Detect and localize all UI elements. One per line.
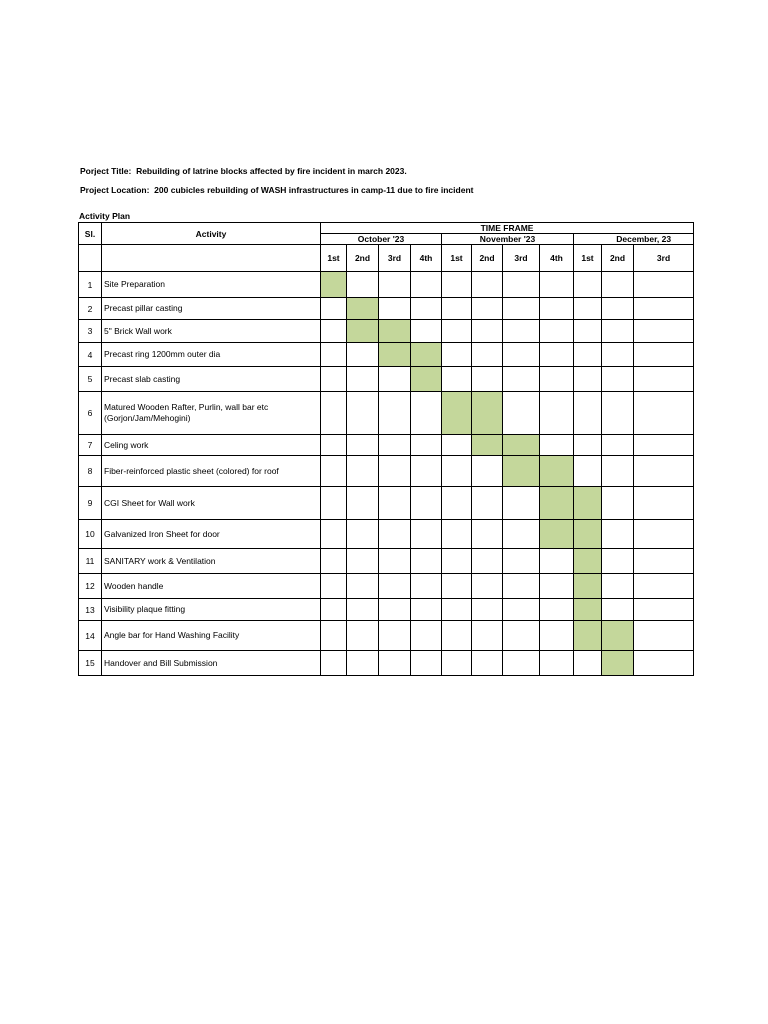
schedule-cell-active — [411, 367, 442, 392]
schedule-cell — [634, 574, 694, 599]
schedule-cell — [379, 549, 411, 574]
schedule-cell — [574, 272, 602, 298]
schedule-cell-active — [602, 621, 634, 651]
schedule-cell — [503, 392, 540, 435]
schedule-cell — [574, 367, 602, 392]
schedule-cell — [540, 320, 574, 343]
row-serial: 2 — [79, 298, 102, 320]
schedule-cell — [379, 367, 411, 392]
schedule-cell — [602, 599, 634, 621]
schedule-cell — [472, 343, 503, 367]
row-serial: 3 — [79, 320, 102, 343]
schedule-cell — [634, 621, 694, 651]
schedule-cell — [321, 520, 347, 549]
table-row — [79, 435, 694, 456]
schedule-cell — [602, 487, 634, 520]
table-row — [79, 343, 694, 367]
schedule-cell — [472, 549, 503, 574]
week-header-7: 3rd — [503, 245, 540, 272]
schedule-cell-active — [442, 392, 472, 435]
row-activity: Visibility plaque fitting — [102, 599, 321, 621]
week-header-11: 3rd — [634, 245, 694, 272]
schedule-cell — [379, 574, 411, 599]
schedule-cell-active — [540, 520, 574, 549]
table-row — [79, 651, 694, 676]
schedule-cell — [442, 621, 472, 651]
schedule-cell — [503, 599, 540, 621]
schedule-cell — [503, 520, 540, 549]
schedule-cell — [472, 456, 503, 487]
row-activity: Handover and Bill Submission — [102, 651, 321, 676]
row-activity: Fiber-reinforced plastic sheet (colored) for roof — [102, 456, 321, 487]
schedule-cell — [379, 520, 411, 549]
row-serial: 13 — [79, 599, 102, 621]
schedule-cell — [503, 621, 540, 651]
schedule-cell — [472, 298, 503, 320]
schedule-cell-active — [574, 621, 602, 651]
schedule-cell — [503, 651, 540, 676]
schedule-cell — [602, 456, 634, 487]
schedule-cell — [472, 272, 503, 298]
month-header-december: December, 23 — [574, 234, 694, 245]
schedule-cell — [321, 456, 347, 487]
schedule-cell — [472, 651, 503, 676]
schedule-cell — [472, 599, 503, 621]
table-row — [79, 599, 694, 621]
schedule-cell-active — [321, 272, 347, 298]
schedule-cell — [634, 320, 694, 343]
week-header-10: 2nd — [602, 245, 634, 272]
week-header-5: 1st — [442, 245, 472, 272]
schedule-cell — [503, 487, 540, 520]
schedule-cell — [411, 320, 442, 343]
schedule-cell — [574, 298, 602, 320]
schedule-cell — [442, 487, 472, 520]
row-activity: Angle bar for Hand Washing Facility — [102, 621, 321, 651]
schedule-cell — [503, 343, 540, 367]
schedule-cell-active — [540, 456, 574, 487]
schedule-cell-active — [472, 392, 503, 435]
schedule-cell — [602, 574, 634, 599]
month-header-october: October '23 — [321, 234, 442, 245]
schedule-cell — [411, 549, 442, 574]
table-row — [79, 621, 694, 651]
week-header-3: 3rd — [379, 245, 411, 272]
schedule-cell — [634, 298, 694, 320]
schedule-cell — [411, 392, 442, 435]
schedule-cell — [634, 392, 694, 435]
schedule-cell — [634, 343, 694, 367]
schedule-cell-active — [503, 456, 540, 487]
schedule-cell — [574, 456, 602, 487]
blank-header-cell — [79, 245, 102, 272]
month-header-november: November '23 — [442, 234, 574, 245]
project-title-label: Porject Title: — [80, 166, 132, 176]
schedule-cell — [634, 520, 694, 549]
schedule-cell — [602, 435, 634, 456]
schedule-cell — [347, 574, 379, 599]
schedule-cell — [503, 549, 540, 574]
week-header-8: 4th — [540, 245, 574, 272]
week-header-6: 2nd — [472, 245, 503, 272]
row-activity: Wooden handle — [102, 574, 321, 599]
row-serial: 6 — [79, 392, 102, 435]
schedule-cell — [347, 651, 379, 676]
schedule-cell — [540, 574, 574, 599]
schedule-cell — [442, 320, 472, 343]
row-activity: Precast slab casting — [102, 367, 321, 392]
schedule-cell-active — [379, 320, 411, 343]
schedule-cell — [321, 574, 347, 599]
row-activity: Precast ring 1200mm outer dia — [102, 343, 321, 367]
schedule-cell — [321, 435, 347, 456]
schedule-cell — [379, 487, 411, 520]
schedule-cell — [347, 367, 379, 392]
table-row — [79, 298, 694, 320]
schedule-cell — [347, 343, 379, 367]
schedule-cell — [411, 651, 442, 676]
schedule-cell — [442, 456, 472, 487]
schedule-cell — [540, 549, 574, 574]
schedule-cell — [602, 549, 634, 574]
schedule-cell — [411, 298, 442, 320]
schedule-cell — [442, 651, 472, 676]
schedule-cell — [379, 456, 411, 487]
project-title-value: Rebuilding of latrine blocks affected by fire incident in march 2023. — [136, 166, 407, 176]
schedule-cell — [540, 367, 574, 392]
schedule-cell — [321, 651, 347, 676]
row-serial: 5 — [79, 367, 102, 392]
schedule-cell — [321, 392, 347, 435]
row-serial: 14 — [79, 621, 102, 651]
schedule-cell — [411, 487, 442, 520]
schedule-cell — [503, 367, 540, 392]
schedule-cell — [602, 520, 634, 549]
schedule-cell-active — [379, 343, 411, 367]
row-serial: 9 — [79, 487, 102, 520]
schedule-cell — [321, 599, 347, 621]
schedule-cell-active — [574, 487, 602, 520]
schedule-cell — [634, 456, 694, 487]
schedule-cell-active — [347, 298, 379, 320]
schedule-cell — [379, 298, 411, 320]
schedule-cell-active — [574, 520, 602, 549]
schedule-cell — [634, 599, 694, 621]
schedule-cell — [602, 320, 634, 343]
table-row — [79, 272, 694, 298]
schedule-cell — [540, 392, 574, 435]
table-row — [79, 456, 694, 487]
table-row — [79, 392, 694, 435]
schedule-cell — [472, 621, 503, 651]
row-serial: 4 — [79, 343, 102, 367]
schedule-cell — [442, 599, 472, 621]
schedule-cell — [540, 272, 574, 298]
schedule-cell — [411, 621, 442, 651]
schedule-cell — [574, 343, 602, 367]
time-frame-header: TIME FRAME — [321, 223, 694, 234]
schedule-cell — [472, 574, 503, 599]
schedule-cell — [602, 343, 634, 367]
schedule-cell — [321, 343, 347, 367]
project-location-label: Project Location: — [80, 185, 150, 195]
schedule-cell — [379, 621, 411, 651]
row-serial: 8 — [79, 456, 102, 487]
week-header-9: 1st — [574, 245, 602, 272]
schedule-cell — [321, 367, 347, 392]
schedule-cell-active — [472, 435, 503, 456]
schedule-cell — [442, 520, 472, 549]
row-serial: 12 — [79, 574, 102, 599]
week-header-4: 4th — [411, 245, 442, 272]
schedule-cell — [472, 520, 503, 549]
schedule-cell — [442, 298, 472, 320]
table-row — [79, 367, 694, 392]
row-activity: 5" Brick Wall work — [102, 320, 321, 343]
row-activity: Matured Wooden Rafter, Purlin, wall bar etc (Gorjon/Jam/Mehogini) — [102, 392, 321, 435]
schedule-cell — [347, 392, 379, 435]
schedule-cell — [634, 651, 694, 676]
schedule-cell — [602, 392, 634, 435]
schedule-cell — [442, 367, 472, 392]
row-activity: SANITARY work & Ventilation — [102, 549, 321, 574]
project-location-line — [80, 185, 473, 195]
row-activity: Celing work — [102, 435, 321, 456]
schedule-cell — [634, 549, 694, 574]
project-title-line — [80, 166, 407, 176]
activity-header: Activity — [102, 223, 321, 245]
schedule-cell — [540, 599, 574, 621]
project-location-value: 200 cubicles rebuilding of WASH infrastructures in camp-11 due to fire incident — [154, 185, 474, 195]
schedule-cell — [503, 320, 540, 343]
schedule-cell — [540, 621, 574, 651]
row-activity: Galvanized Iron Sheet for door — [102, 520, 321, 549]
schedule-cell — [540, 435, 574, 456]
schedule-cell-active — [347, 320, 379, 343]
schedule-cell — [634, 487, 694, 520]
schedule-cell — [321, 298, 347, 320]
table-row — [79, 487, 694, 520]
schedule-cell-active — [540, 487, 574, 520]
schedule-cell — [634, 435, 694, 456]
table-row — [79, 574, 694, 599]
week-header-row — [79, 245, 694, 272]
week-header-2: 2nd — [347, 245, 379, 272]
row-activity: Site Preparation — [102, 272, 321, 298]
schedule-cell — [321, 549, 347, 574]
schedule-cell — [347, 272, 379, 298]
schedule-cell — [540, 343, 574, 367]
schedule-cell — [602, 367, 634, 392]
row-serial: 7 — [79, 435, 102, 456]
schedule-cell — [503, 298, 540, 320]
schedule-cell-active — [503, 435, 540, 456]
schedule-cell — [411, 435, 442, 456]
schedule-cell — [602, 298, 634, 320]
schedule-cell — [540, 651, 574, 676]
schedule-cell — [574, 435, 602, 456]
schedule-cell-active — [574, 599, 602, 621]
schedule-cell — [321, 621, 347, 651]
row-activity: Precast pillar casting — [102, 298, 321, 320]
schedule-cell — [442, 272, 472, 298]
schedule-cell-active — [574, 574, 602, 599]
schedule-cell-active — [602, 651, 634, 676]
schedule-cell — [472, 367, 503, 392]
sl-header: Sl. — [79, 223, 102, 245]
schedule-cell — [634, 272, 694, 298]
schedule-cell — [411, 272, 442, 298]
table-row — [79, 520, 694, 549]
schedule-cell — [602, 272, 634, 298]
schedule-cell — [347, 456, 379, 487]
schedule-cell — [379, 599, 411, 621]
schedule-cell — [379, 272, 411, 298]
schedule-cell — [503, 574, 540, 599]
schedule-cell — [321, 320, 347, 343]
activity-plan-table — [78, 222, 694, 676]
week-header-1: 1st — [321, 245, 347, 272]
table-row — [79, 549, 694, 574]
schedule-cell — [503, 272, 540, 298]
schedule-cell — [411, 456, 442, 487]
schedule-cell — [379, 435, 411, 456]
schedule-cell — [472, 320, 503, 343]
schedule-cell — [442, 343, 472, 367]
activity-plan-label: Activity Plan — [79, 211, 131, 221]
schedule-cell — [442, 574, 472, 599]
schedule-cell-active — [411, 343, 442, 367]
schedule-cell — [347, 487, 379, 520]
row-serial: 1 — [79, 272, 102, 298]
table-row — [79, 320, 694, 343]
schedule-cell — [379, 651, 411, 676]
schedule-cell — [442, 435, 472, 456]
blank-header-cell — [102, 245, 321, 272]
schedule-cell — [347, 599, 379, 621]
schedule-cell — [411, 520, 442, 549]
schedule-cell — [347, 520, 379, 549]
schedule-cell — [574, 651, 602, 676]
schedule-cell — [347, 435, 379, 456]
schedule-cell — [442, 549, 472, 574]
schedule-cell — [379, 392, 411, 435]
schedule-cell — [347, 549, 379, 574]
schedule-cell — [634, 367, 694, 392]
schedule-cell — [347, 621, 379, 651]
row-serial: 10 — [79, 520, 102, 549]
schedule-cell — [574, 392, 602, 435]
schedule-cell — [540, 298, 574, 320]
schedule-cell — [411, 599, 442, 621]
row-activity: CGI Sheet for Wall work — [102, 487, 321, 520]
schedule-cell — [574, 320, 602, 343]
schedule-cell — [472, 487, 503, 520]
row-serial: 15 — [79, 651, 102, 676]
schedule-cell — [411, 574, 442, 599]
row-serial: 11 — [79, 549, 102, 574]
schedule-cell — [321, 487, 347, 520]
schedule-cell-active — [574, 549, 602, 574]
